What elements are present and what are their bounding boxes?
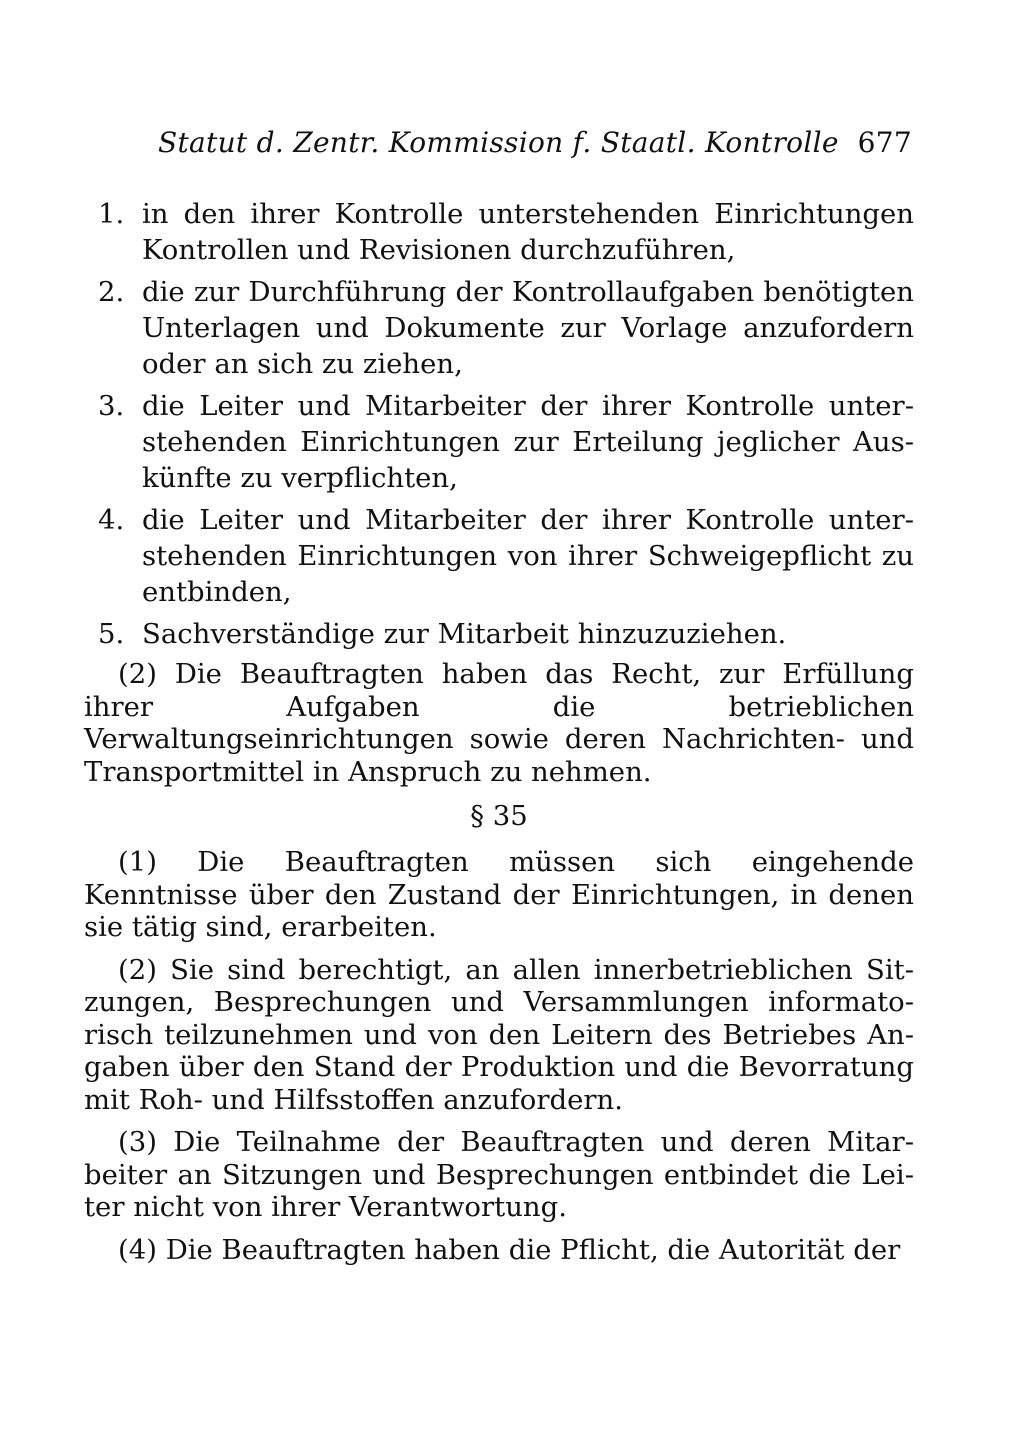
list-item-text: die Leiter und Mitarbeiter der ihrer Kontrolle unterstehenden Einrichtungen zur Erteilung jeglicher Auskünfte zu verpflichten, <box>142 390 914 494</box>
running-title: Statut d. Zentr. Kommission f. Staatl. Kontrolle <box>158 126 839 159</box>
list-item <box>84 616 914 652</box>
enumerated-list <box>84 196 914 652</box>
list-item-text: in den ihrer Kontrolle unterstehenden Einrichtungen Kontrollen und Revisionen durchzuführen, <box>142 198 914 266</box>
paragraph-3: (3) Die Teilnahme der Beauftragten und deren Mitarbeiter an Sitzungen und Besprechungen entbindet die Leiter nicht von ihrer Verantwortung. <box>84 1126 914 1223</box>
paragraph-1: (1) Die Beauftragten müssen sich eingehende Kenntnisse über den Zustand der Einrichtungen, in denen sie tätig sind, erarbeiten. <box>84 846 914 943</box>
section-heading: § 35 <box>470 800 528 832</box>
list-item <box>84 502 914 610</box>
list-item-number: 1. <box>98 198 125 230</box>
paragraph-2: (2) Sie sind berechtigt, an allen innerbetrieblichen Sitzungen, Besprechungen und Versammlungen informatorisch teilzunehmen und von den Leitern des Betriebes Angaben über den Stand der Produktion und die Bevorratung mit Roh- und Hilfsstoffen anzufordern. <box>84 953 914 1116</box>
paragraph-2: (2) Die Beauftragten haben das Recht, zur Erfüllung ihrer Aufgaben die betrieblichen Verwaltungseinrichtungen sowie deren Nachrichten- und Transportmittel in Anspruch zu nehmen. <box>84 658 914 788</box>
list-item-number: 2. <box>98 276 125 308</box>
running-header <box>84 126 914 168</box>
page-number: 677 <box>857 126 912 159</box>
list-item <box>84 274 914 382</box>
list-item-text: die zur Durchführung der Kontrollaufgaben benötigten Unterlagen und Dokumente zur Vorlage anzufordern oder an sich zu ziehen, <box>142 276 914 380</box>
document-page <box>84 126 914 1276</box>
list-item-number: 4. <box>98 504 125 536</box>
list-item <box>84 388 914 496</box>
list-item-text: Sachverständige zur Mitarbeit hinzuzuziehen. <box>142 618 787 650</box>
list-item-text: die Leiter und Mitarbeiter der ihrer Kontrolle unterstehenden Einrichtungen von ihrer Schweigepflicht zu entbinden, <box>142 504 914 608</box>
list-item-number: 3. <box>98 390 125 422</box>
list-item <box>84 196 914 268</box>
paragraph-4: (4) Die Beauftragten haben die Pflicht, die Autorität der <box>118 1233 901 1266</box>
list-item-number: 5. <box>98 618 125 650</box>
